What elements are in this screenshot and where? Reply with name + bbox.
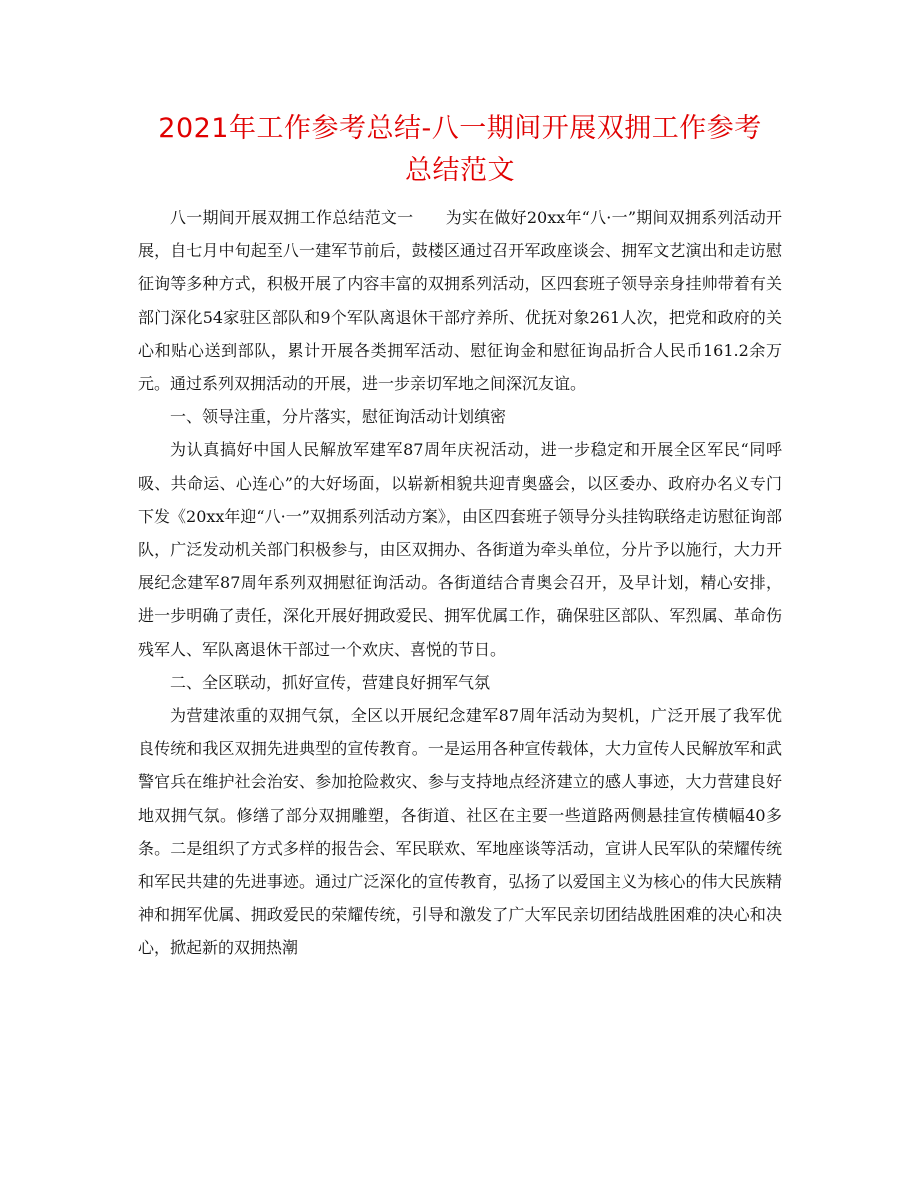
paragraph-intro: 八一期间开展双拥工作总结范文一 为实在做好20xx年“八·一”期间双拥系列活动开展，自七月中旬起至八一建军节前后，鼓楼区通过召开军政座谈会、拥军文艺演出和走访慰征询等多种方式，积极开展了内容丰富的双拥系列活动，区四套班子领导亲身挂帅带着有关部门深化54家驻区部队和9个军队离退休干部疗养所、优抚对象261人次，把党和政府的关心和贴心送到部队，累计开展各类拥军活动、慰征询金和慰征询品折合人民币161.2余万元。通过系列双拥活动的开展，进一步亲切军地之间深沉友谊。 bbox=[138, 208, 782, 394]
document-title bbox=[138, 108, 782, 192]
section-heading-2: 二、全区联动，抓好宣传，营建良好拥军气氛 bbox=[170, 672, 491, 692]
title-line-2: 总结范文 bbox=[405, 155, 515, 186]
paragraph-section-1: 为认真搞好中国人民解放军建军87周年庆祝活动，进一步稳定和开展全区军民“同呼吸、共命运、心连心”的大好场面，以崭新相貌共迎青奥盛会，以区委办、政府办名义专门下发《20xx年迎“八·一”双拥系列活动方案》，由区四套班子领导分头挂钩联络走访慰征询部队，广泛发动机关部门积极参与，由区双拥办、各街道为牵头单位，分片予以施行，大力开展纪念建军87周年系列双拥慰征询活动。各街道结合青奥会召开，及早计划，精心安排，进一步明确了责任，深化开展好拥政爱民、拥军优属工作，确保驻区部队、军烈属、革命伤残军人、军队离退休干部过一个欢庆、喜悦的节日。 bbox=[138, 440, 782, 659]
paragraph-section-2: 为营建浓重的双拥气氛，全区以开展纪念建军87周年活动为契机，广泛开展了我军优良传统和我区双拥先进典型的宣传教育。一是运用各种宣传载体，大力宣传人民解放军和武警官兵在维护社会治安、参加抢险救灾、参与支持地点经济建立的感人事迹，大力营建良好地双拥气氛。修缮了部分双拥雕塑，各街道、社区在主要一些道路两侧悬挂宣传横幅40多条。二是组织了方式多样的报告会、军民联欢、军地座谈等活动，宣讲人民军队的荣耀传统和军民共建的先进事迹。通过广泛深化的宣传教育，弘扬了以爱国主义为核心的伟大民族精神和拥军优属、拥政爱民的荣耀传统，引导和激发了广大军民亲切团结战胜困难的决心和决心，掀起新的双拥热潮 bbox=[138, 706, 782, 958]
title-line-1: 2021年工作参考总结-八一期间开展双拥工作参考 bbox=[158, 113, 762, 144]
section-heading-1: 一、领导注重，分片落实，慰征询活动计划缜密 bbox=[170, 407, 507, 427]
document-body bbox=[138, 201, 782, 965]
